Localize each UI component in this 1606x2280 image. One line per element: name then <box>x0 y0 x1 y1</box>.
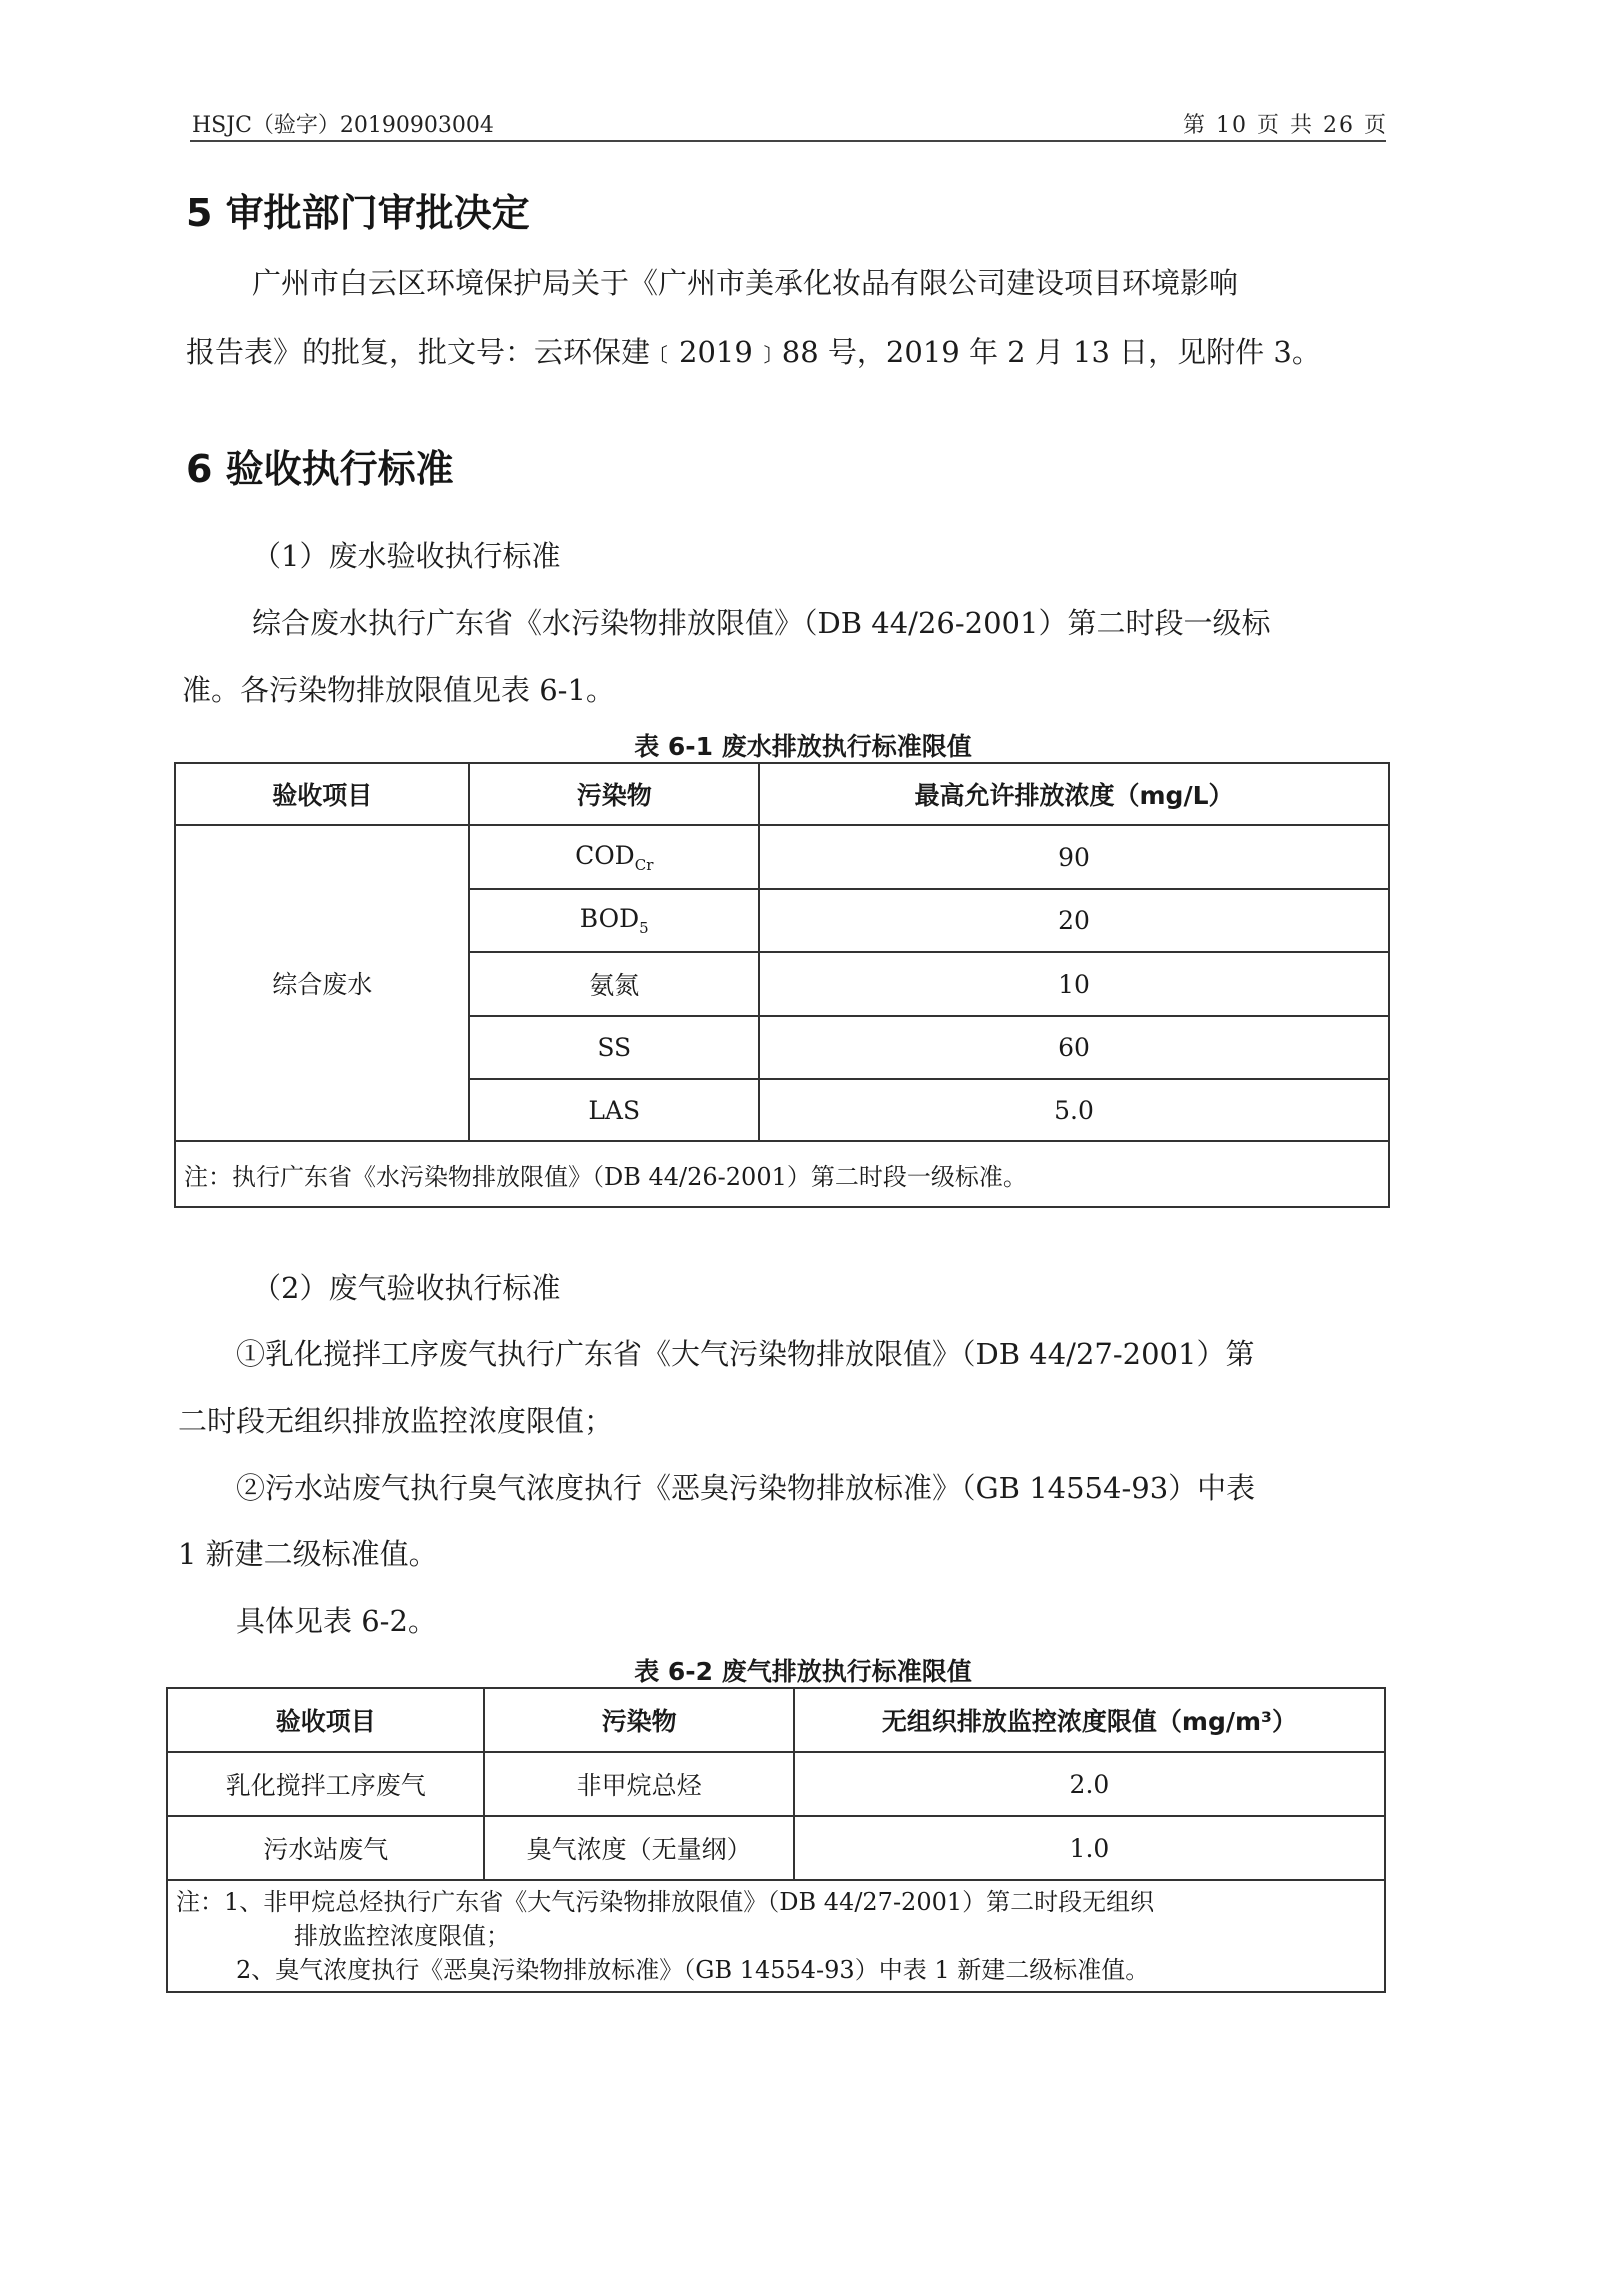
section-6-para1-line1: 综合废水执行广东省《水污染物排放限值》（DB 44/26-2001）第二时段一级标 <box>252 606 1271 640</box>
value-cell: 60 <box>759 1016 1389 1079</box>
value-cell: 90 <box>759 825 1389 889</box>
section-6-sub2: （2）废气验收执行标准 <box>252 1271 561 1305</box>
table2-header-item: 验收项目 <box>167 1688 484 1752</box>
table1-note-row <box>175 1141 1389 1207</box>
section-6-sub1: （1）废水验收执行标准 <box>252 539 561 573</box>
table1-caption: 表 6-1 废水排放执行标准限值 <box>634 732 972 761</box>
section-6-para1-line2: 准。各污染物排放限值见表 6-1。 <box>182 673 615 707</box>
table2-note-row <box>167 1880 1385 1992</box>
value-cell: 5.0 <box>759 1079 1389 1141</box>
pollutant-cell: SS <box>469 1016 759 1079</box>
table1-header-pollutant: 污染物 <box>469 763 759 825</box>
pollutant-cell: $BOD_5$ <box>469 889 759 952</box>
section-6-item1-line2: 二时段无组织排放监控浓度限值； <box>178 1404 614 1438</box>
table-row <box>167 1816 1385 1880</box>
value-cell: 1.0 <box>794 1816 1385 1880</box>
section-6-item2-line1: ②污水站废气执行臭气浓度执行《恶臭污染物排放标准》（GB 14554-93）中表 <box>236 1471 1256 1505</box>
section-6-see-table: 具体见表 6-2。 <box>236 1604 437 1638</box>
table2-note-line2: 排放监控浓度限值； <box>294 1922 510 1950</box>
table2-header-limit: 无组织排放监控浓度限值（mg/m³） <box>794 1688 1385 1752</box>
value-cell: 20 <box>759 889 1389 952</box>
table2-header-row <box>167 1688 1385 1752</box>
section-5-para-line2: 报告表》的批复，批文号：云环保建﹝2019﹞88 号，2019 年 2 月 13 日，见附件 3。 <box>186 335 1321 369</box>
section-6-title: 6 验收执行标准 <box>186 447 454 491</box>
pollutant-cell: LAS <box>469 1079 759 1141</box>
value-cell: 2.0 <box>794 1752 1385 1816</box>
table2-caption: 表 6-2 废气排放执行标准限值 <box>634 1657 972 1686</box>
item-cell: 污水站废气 <box>167 1816 484 1880</box>
table-row <box>167 1752 1385 1816</box>
section-5-title: 5 审批部门审批决定 <box>186 191 530 235</box>
table2-note-line1: 注：1、非甲烷总烃执行广东省《大气污染物排放限值》（DB 44/27-2001）第二时段无组织 <box>176 1888 1155 1916</box>
table-row <box>175 825 1389 889</box>
section-5-para-line1: 广州市白云区环境保护局关于《广州市美承化妆品有限公司建设项目环境影响 <box>252 266 1239 300</box>
section-6-item2-line2: 1 新建二级标准值。 <box>178 1537 438 1571</box>
pollutant-cell: $COD_{Cr}$ <box>469 825 759 889</box>
table1-header-item: 验收项目 <box>175 763 469 825</box>
value-cell: 10 <box>759 952 1389 1016</box>
pollutant-cell: 氨氮 <box>469 952 759 1016</box>
table1-header-row <box>175 763 1389 825</box>
pollutant-cell: 臭气浓度（无量纲） <box>484 1816 793 1880</box>
doc-header-id: HSJC（验字）20190903004 <box>192 113 494 138</box>
item-cell: 乳化搅拌工序废气 <box>167 1752 484 1816</box>
table2-note <box>167 1880 1385 1992</box>
table1 <box>174 762 1390 1208</box>
table2-header-pollutant: 污染物 <box>484 1688 793 1752</box>
table1-note: 注：执行广东省《水污染物排放限值》（DB 44/26-2001）第二时段一级标准。 <box>175 1141 1389 1207</box>
pollutant-cell: 非甲烷总烃 <box>484 1752 793 1816</box>
table2-note-line3: 2、臭气浓度执行《恶臭污染物排放标准》（GB 14554-93）中表 1 新建二级标准值。 <box>236 1956 1150 1984</box>
table1-group-cell: 综合废水 <box>175 825 469 1141</box>
section-6-item1-line1: ①乳化搅拌工序废气执行广东省《大气污染物排放限值》（DB 44/27-2001）第 <box>236 1337 1255 1371</box>
doc-header-page: 第 10 页 共 26 页 <box>1183 113 1388 138</box>
table2 <box>166 1687 1386 1993</box>
header-divider <box>190 140 1386 142</box>
table1-header-limit: 最高允许排放浓度（mg/L） <box>759 763 1389 825</box>
